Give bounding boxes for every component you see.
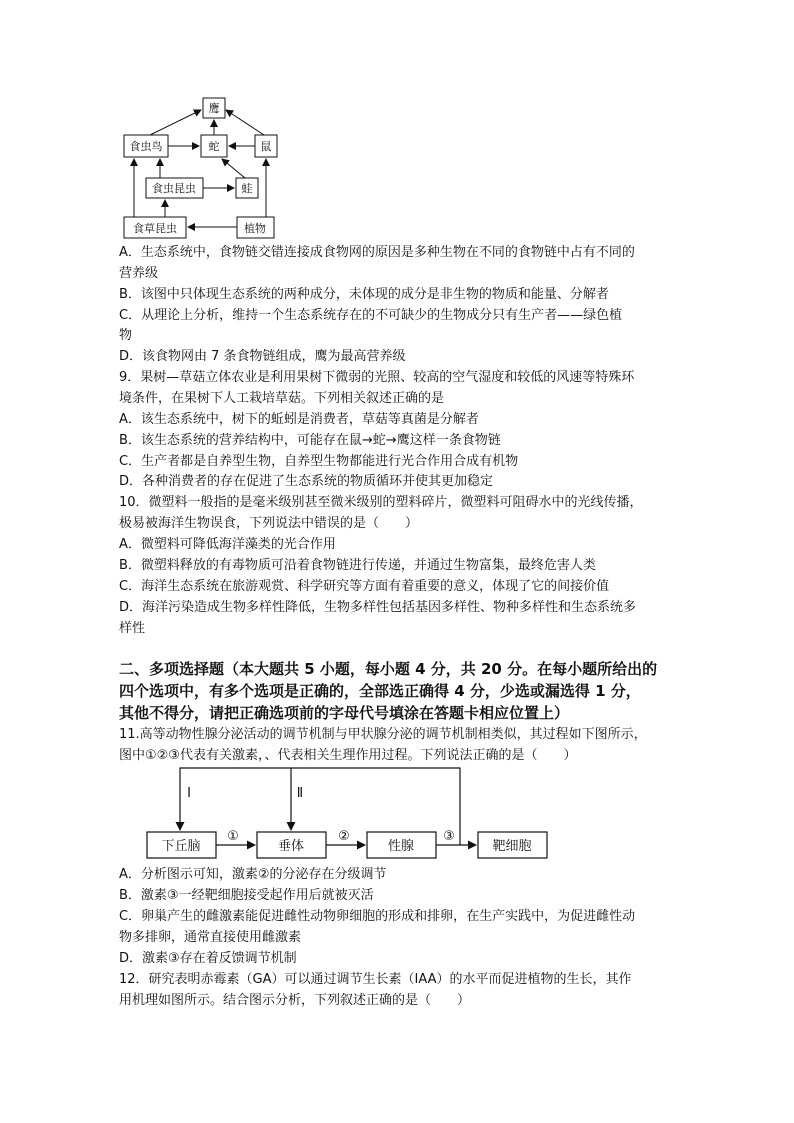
q9-stem-line2: 境条件，在果树下人工栽培草菇。下列相关叙述正确的是 [119,391,445,406]
q11-stem-line2: 图中①②③代表有关激素，、代表相关生理作用过程。下列说法正确的是（ ） [119,748,577,763]
q12-stem-line1: 12．研究表明赤霉素（GA）可以通过调节生长素（IAA）的水平而促进植物的生长，其作 [119,972,632,987]
arrow-frog-to-snake [222,159,245,178]
q9-option-c: C．生产者都是自养型生物，自养型生物都能进行光合作用合成有机物 [119,454,519,469]
section2-heading-line1: 二、多项选择题（本大题共 5 小题，每小题 4 分，共 20 分。在每小题所给出的 [119,660,658,678]
q8-option-a-line1: A．生态系统中，食物链交错连接成食物网的原因是多种生物在不同的食物链中占有不同的 [119,245,635,260]
label-snake: 蛇 [208,140,220,153]
q11-option-d: D．激素③存在着反馈调节机制 [119,951,297,966]
label-insectivorous-insect: 食虫昆虫 [152,182,196,195]
q10-option-a: A．微塑料可降低海洋藻类的光合作用 [119,537,336,552]
label-plant: 植物 [244,222,266,235]
arrow-label-3: ③ [443,829,455,844]
q8-option-c-line2: 物 [119,328,133,343]
q12-stem-line2: 用机理如图所示。结合图示分析，下列叙述正确的是（ ） [119,993,471,1008]
label-rat: 鼠 [260,140,272,153]
q10-stem-line2: 极易被海洋生物误食，下列说法中错误的是（ ） [119,516,419,531]
box-label-pituitary: 垂体 [277,839,305,854]
q8-option-a-line2: 营养级 [119,266,159,281]
section2-heading-line3: 其他不得分，请把正确选项前的字母代号填涂在答题卡相应位置上） [119,704,570,722]
q11-option-c-line1: C．卵巢产生的雌激素能促进雌性动物卵细胞的形成和排卵，在生产实践中，为促进雌性动 [119,909,636,924]
food-web-diagram [0,0,794,250]
feedback-label-II: Ⅱ [296,786,304,801]
arrow-label-1: ① [227,829,239,844]
q8-option-d: D．该食物网由 7 条食物链组成，鹰为最高营养级 [119,349,406,364]
hormone-regulation-diagram [0,765,794,865]
q10-option-c: C．海洋生态系统在旅游观赏、科学研究等方面有着重要的意义，体现了它的间接价值 [119,579,610,594]
feedback-label-I: I [187,786,191,801]
q11-stem-line1: 11.高等动物性腺分泌活动的调节机制与甲状腺分泌的调节机制相类似，其过程如下图所示， [119,727,647,742]
q10-stem-line1: 10．微塑料一般指的是毫米级别甚至微米级别的塑料碎片，微塑料可阻碍水中的光线传播， [119,495,643,510]
q11-option-c-line2: 物多排卵，通常直接使用雌激素 [119,930,302,945]
q10-option-d-line2: 样性 [119,621,146,636]
label-insectivorous-bird: 食虫鸟 [129,140,163,153]
q10-option-b: B．微塑料释放的有毒物质可沿着食物链进行传递，并通过生物富集，最终危害人类 [119,558,596,573]
label-herbivorous-insect: 食草昆虫 [133,222,177,235]
q9-stem-line1: 9．果树—草菇立体农业是利用果树下微弱的光照、较高的空气湿度和较低的风速等特殊环 [119,370,635,385]
arrow-rat-to-eagle [226,110,264,135]
arrow-bird-to-eagle [150,110,201,135]
box-label-target-cell: 靶细胞 [492,839,532,854]
q11-option-a: A．分析图示可知，激素②的分泌存在分级调节 [119,867,387,882]
q11-option-b: B．激素③一经靶细胞接受起作用后就被灭活 [119,888,374,903]
label-frog: 蛙 [241,182,253,195]
section2-heading-line2: 四个选项中，有多个选项是正确的，全部选正确得 4 分，少选或漏选得 1 分， [119,682,641,700]
label-eagle: 鹰 [208,102,220,115]
box-label-hypothalamus: 下丘脑 [161,839,201,854]
q8-option-c-line1: C．从理论上分析，维持一个生态系统存在的不可缺少的生物成分只有生产者——绿色植 [119,308,623,323]
q9-option-d: D．各种消费者的存在促进了生态系统的物质循环并使其更加稳定 [119,474,494,489]
box-label-gonad: 性腺 [387,839,415,854]
q9-option-b: B．该生态系统的营养结构中，可能存在鼠→蛇→鹰这样一条食物链 [119,433,501,448]
q8-option-b: B．该图中只体现生态系统的两种成分，未体现的成分是非生物的物质和能量、分解者 [119,287,609,302]
q10-option-d-line1: D．海洋污染造成生物多样性降低，生物多样性包括基因多样性、物种多样性和生态系统多 [119,600,637,615]
q9-option-a: A．该生态系统中，树下的蚯蚓是消费者，草菇等真菌是分解者 [119,412,479,427]
arrow-label-2: ② [338,829,350,844]
